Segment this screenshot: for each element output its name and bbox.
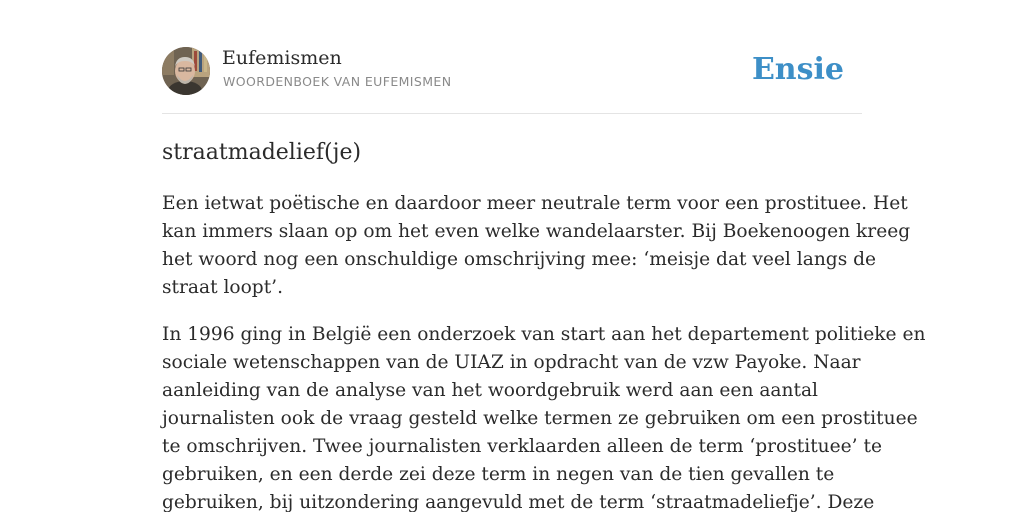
site-header [162, 46, 862, 96]
paragraph-line: sociale wetenschappen van de UIAZ in opdracht van de vzw Payoke. Naar [162, 352, 861, 373]
paragraph-line: aanleiding van de analyse van het woordgebruik werd aan een aantal [162, 380, 818, 401]
site-title[interactable]: Eufemismen [222, 47, 342, 69]
author-avatar[interactable] [162, 47, 210, 95]
paragraph-line: kan immers slaan op om het even welke wandelaarster. Bij Boekenoogen kreeg [162, 221, 911, 242]
paragraph-line: In 1996 ging in België een onderzoek van start aan het departement politieke en [162, 324, 926, 345]
entry-paragraph-2 [162, 321, 926, 512]
entry-title: straatmadelief(je) [162, 140, 362, 165]
header-divider [162, 113, 862, 114]
site-subtitle: WOORDENBOEK VAN EUFEMISMEN [223, 74, 452, 89]
paragraph-line: het woord nog een onschuldige omschrijving mee: ‘meisje dat veel langs de [162, 249, 877, 270]
ensie-logo-link[interactable]: Ensie [751, 52, 844, 87]
paragraph-line: Een ietwat poëtische en daardoor meer neutrale term voor een prostituee. Het [162, 193, 908, 214]
paragraph-line: straat loopt’. [162, 277, 283, 298]
paragraph-line: gebruiken, en een derde zei deze term in negen van de tien gevallen te [162, 464, 835, 485]
paragraph-line: gebruiken, bij uitzondering aangevuld met de term ‘straatmadeliefje’. Deze [162, 492, 875, 512]
author-portrait-icon [162, 47, 210, 95]
paragraph-line: te omschrijven. Twee journalisten verklaarden alleen de term ‘prostituee’ te [162, 436, 882, 457]
paragraph-line: journalisten ook de vraag gesteld welke termen ze gebruiken om een prostituee [162, 408, 918, 429]
entry-paragraph-1 [162, 190, 911, 302]
